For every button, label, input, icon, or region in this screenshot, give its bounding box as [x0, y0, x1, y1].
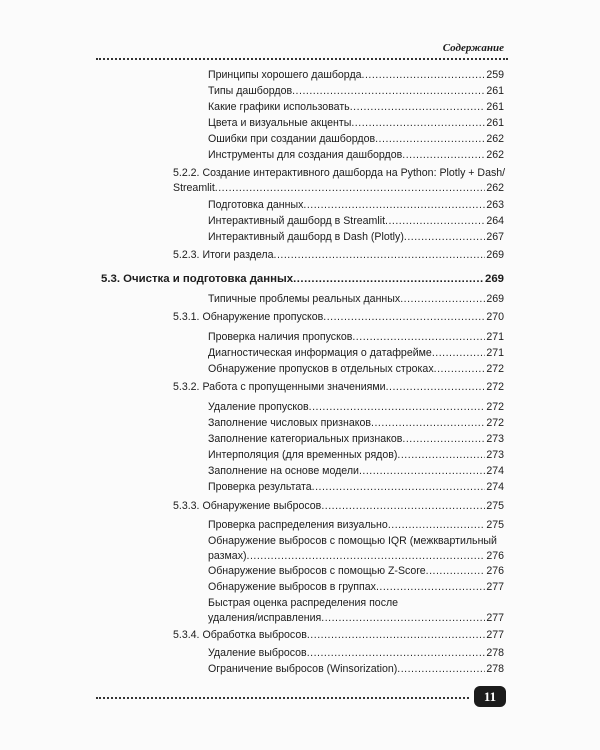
dot-leader	[397, 448, 485, 463]
toc-entry	[208, 416, 504, 431]
toc-entry-page: 269	[486, 249, 504, 261]
dot-leader	[426, 564, 486, 579]
toc-entry-page: 271	[486, 347, 504, 359]
dot-leader	[274, 248, 486, 263]
toc-entry	[173, 380, 504, 395]
toc-entry-page: 273	[486, 433, 504, 445]
toc-entry-page: 261	[486, 117, 504, 129]
toc-entry-title: Удаление выбросов	[208, 647, 307, 659]
toc-entry-page: 272	[486, 401, 504, 413]
toc-entry	[208, 230, 504, 245]
toc-entry-title: 5.2.2. Создание интерактивного дашборда на Python: Plotly + Dash/	[173, 167, 506, 179]
dot-leader	[352, 330, 485, 345]
toc-entry	[208, 596, 504, 626]
toc-entry-title: Проверка наличия пропусков	[208, 331, 353, 343]
toc-entry-title: 5.3.4. Обработка выбросов	[173, 629, 307, 641]
toc-entry-title: Типы дашбордов	[208, 85, 293, 97]
dot-leader	[400, 292, 485, 307]
toc-section-entry	[101, 272, 504, 287]
footer-dotted-rule	[96, 697, 469, 699]
toc-entry	[208, 214, 504, 229]
toc-entry-page: 272	[486, 417, 504, 429]
toc-entry	[208, 198, 504, 213]
toc-entry	[208, 534, 504, 564]
dot-leader	[434, 362, 486, 377]
toc-entry	[173, 628, 504, 643]
dot-leader	[404, 230, 485, 245]
toc-entry-title: Быстрая оценка распределения после	[208, 597, 399, 609]
dot-leader	[359, 464, 485, 479]
toc-entry-title: Удаление пропусков	[208, 401, 309, 413]
toc-entry	[208, 68, 504, 83]
toc-entry	[208, 100, 504, 115]
page-number-badge: 11	[474, 686, 506, 707]
toc-entry	[208, 400, 504, 415]
toc-entry-title: 5.3.3. Обнаружение выбросов	[173, 500, 322, 512]
toc-entry	[208, 564, 504, 579]
toc-entry-page: 277	[486, 629, 504, 641]
dot-leader	[350, 100, 486, 115]
toc-entry-page: 267	[486, 231, 504, 243]
toc-entry-title: Цвета и визуальные акценты	[208, 117, 352, 129]
toc-entry-title: Заполнение категориальных признаков	[208, 433, 403, 445]
dot-leader	[388, 518, 486, 533]
dot-leader	[307, 628, 485, 643]
toc-entry	[208, 346, 504, 361]
toc-entry	[208, 362, 504, 377]
toc-entry-title: Подготовка данных	[208, 199, 304, 211]
dot-leader	[385, 214, 485, 229]
toc-entry-title: Диагностическая информация о датафрейме	[208, 347, 432, 359]
toc-entry	[173, 499, 504, 514]
toc-entry-title: Типичные проблемы реальных данных	[208, 293, 401, 305]
toc-entry	[208, 448, 504, 463]
dot-leader	[397, 662, 485, 677]
toc-entry-title: Обнаружение пропусков в отдельных строках	[208, 363, 434, 375]
toc-entry-page: 274	[486, 465, 504, 477]
toc-entry-title: Принципы хорошего дашборда	[208, 69, 362, 81]
dot-leader	[309, 400, 486, 415]
toc-entry-page: 269	[484, 273, 504, 285]
toc-entry-page: 261	[486, 85, 504, 97]
toc-entry-title: Инструменты для создания дашбордов	[208, 149, 403, 161]
toc-entry-title: Интерполяция (для временных рядов)	[208, 449, 398, 461]
toc-entry-page: 272	[486, 381, 504, 393]
dot-leader	[215, 181, 486, 196]
dot-leader	[432, 346, 486, 361]
toc-entry	[208, 464, 504, 479]
dot-leader	[303, 198, 485, 213]
dot-leader	[402, 432, 485, 447]
dot-leader	[293, 272, 484, 287]
dot-leader	[323, 310, 485, 325]
toc-entry	[208, 116, 504, 131]
dot-leader	[362, 68, 486, 83]
toc-entry-title: Какие графики использовать	[208, 101, 350, 113]
toc-entry-page: 259	[486, 69, 504, 81]
toc-entry-page: 264	[486, 215, 504, 227]
toc-entry-page: 262	[486, 133, 504, 145]
toc-entry-page: 270	[486, 311, 504, 323]
dot-leader	[321, 499, 485, 514]
header-dotted-rule	[96, 58, 508, 60]
toc-entry	[208, 292, 504, 307]
toc-entry-title: Ошибки при создании дашбордов	[208, 133, 376, 145]
toc-entry-title: 5.3.2. Работа с пропущенными значениями	[173, 381, 386, 393]
toc-entry-page: 274	[486, 481, 504, 493]
toc-entry	[208, 646, 504, 661]
toc-entry-title: 5.2.3. Итоги раздела	[173, 249, 274, 261]
toc-entry	[208, 330, 504, 345]
toc-entry-title-cont: размах)	[208, 550, 247, 562]
toc-entry	[173, 310, 504, 325]
toc-entry	[208, 518, 504, 533]
toc-entry-title: Заполнение на основе модели	[208, 465, 359, 477]
toc-entry	[173, 166, 504, 196]
dot-leader	[386, 380, 486, 395]
toc-entry-title-cont: Streamlit	[173, 182, 215, 194]
toc-entry-title: Обнаружение выбросов в группах	[208, 581, 376, 593]
toc-entry-title: Проверка распределения визуально	[208, 519, 388, 531]
toc-entry-page: 277	[486, 612, 504, 624]
toc-entry-page: 271	[486, 331, 504, 343]
dot-leader	[351, 116, 485, 131]
dot-leader	[402, 148, 485, 163]
toc-entry-page: 269	[486, 293, 504, 305]
toc-entry-page: 276	[486, 565, 504, 577]
toc-entry-page: 262	[486, 182, 504, 194]
toc-entry	[208, 132, 504, 147]
toc-entry-page: 278	[486, 647, 504, 659]
toc-entry-title: Заполнение числовых признаков	[208, 417, 372, 429]
toc-entry-page: 276	[486, 550, 504, 562]
toc-entry-title: Интерактивный дашборд в Streamlit	[208, 215, 386, 227]
toc-entry-page: 275	[486, 500, 504, 512]
toc-entry-page: 263	[486, 199, 504, 211]
toc-entry-title-cont: удаления/исправления	[208, 612, 322, 624]
dot-leader	[292, 84, 485, 99]
dot-leader	[375, 132, 485, 147]
toc-entry-page: 275	[486, 519, 504, 531]
toc-entry-page: 272	[486, 363, 504, 375]
running-header: Содержание	[442, 42, 504, 54]
dot-leader	[321, 611, 485, 626]
toc-entry	[208, 480, 504, 495]
toc-entry	[173, 248, 504, 263]
toc-entry-title: 5.3. Очистка и подготовка данных	[101, 273, 294, 285]
toc-entry-title: Проверка результата	[208, 481, 312, 493]
toc-entry	[208, 84, 504, 99]
toc-entry-page: 261	[486, 101, 504, 113]
toc-entry	[208, 432, 504, 447]
toc-entry-page: 262	[486, 149, 504, 161]
toc-entry-page: 277	[486, 581, 504, 593]
toc-entry-page: 278	[486, 663, 504, 675]
toc-entry	[208, 580, 504, 595]
dot-leader	[376, 580, 485, 595]
dot-leader	[307, 646, 486, 661]
toc-entry-page: 273	[486, 449, 504, 461]
toc-entry-title: Обнаружение выбросов с помощью Z-Score	[208, 565, 426, 577]
toc-entry-title: Ограничение выбросов (Winsorization)	[208, 663, 398, 675]
toc-entry-title: 5.3.1. Обнаружение пропусков	[173, 311, 324, 323]
toc-entry-title: Обнаружение выбросов с помощью IQR (межквартильный	[208, 535, 497, 547]
dot-leader	[312, 480, 486, 495]
toc-entry	[208, 662, 504, 677]
dot-leader	[371, 416, 485, 431]
toc-entry-title: Интерактивный дашборд в Dash (Plotly)	[208, 231, 404, 243]
dot-leader	[247, 549, 486, 564]
toc-entry	[208, 148, 504, 163]
